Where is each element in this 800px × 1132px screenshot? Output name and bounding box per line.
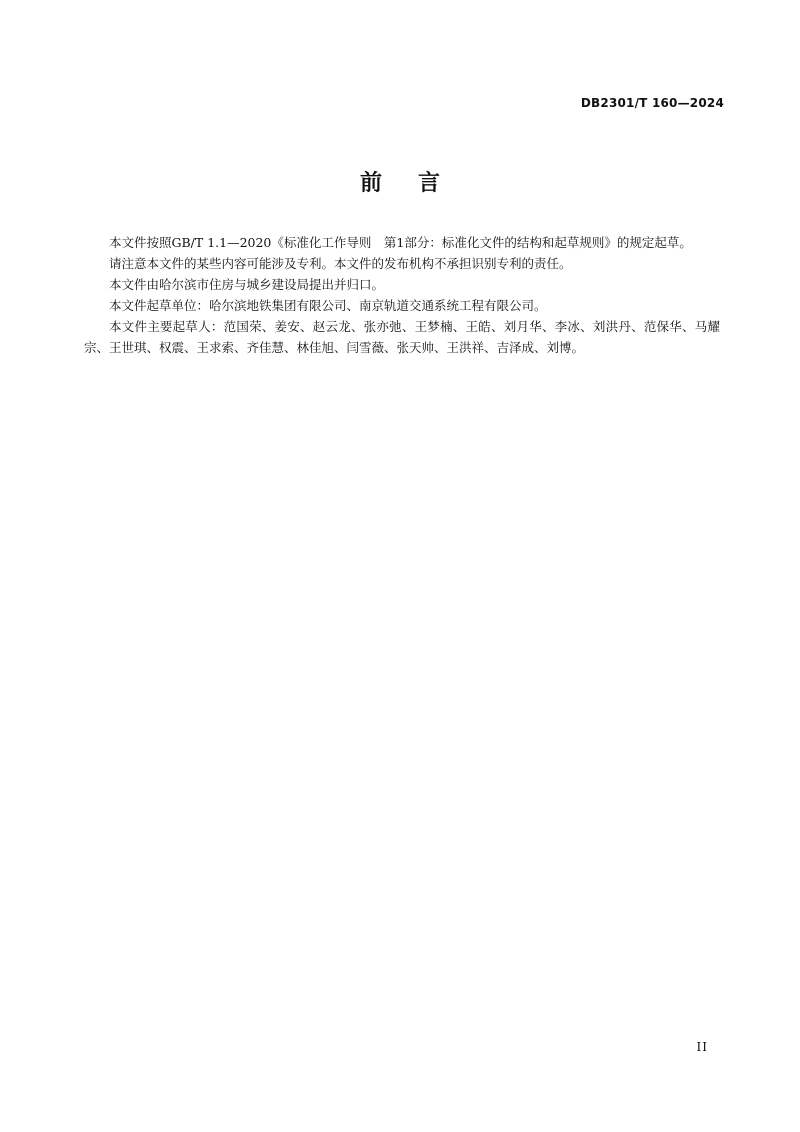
paragraph-proposer: 本文件由哈尔滨市住房与城乡建设局提出并归口。 [109,277,385,292]
paragraph-drafting-basis: 本文件按照GB/T 1.1—2020《标准化工作导则 第1部分：标准化文件的结构和起草规则》的规定起草。 [109,235,692,250]
paragraph-drafting-units: 本文件起草单位：哈尔滨地铁集团有限公司、南京轨道交通系统工程有限公司。 [109,298,547,313]
document-body [84,232,720,358]
paragraph-drafters: 本文件主要起草人：范国荣、姜安、赵云龙、张亦弛、王梦楠、王皓、刘月华、李冰、刘洪丹、范保华、马耀宗、王世琪、权震、王求索、齐佳慧、林佳旭、闫雪薇、张天帅、王洪祥、吉泽成、刘博。 [84,319,720,355]
page-title: 前言 [359,171,476,196]
page-number: II [696,1040,708,1054]
paragraph-patent-notice: 请注意本文件的某些内容可能涉及专利。本文件的发布机构不承担识别专利的责任。 [109,256,572,271]
document-number: DB2301/T 160—2024 [580,96,724,110]
